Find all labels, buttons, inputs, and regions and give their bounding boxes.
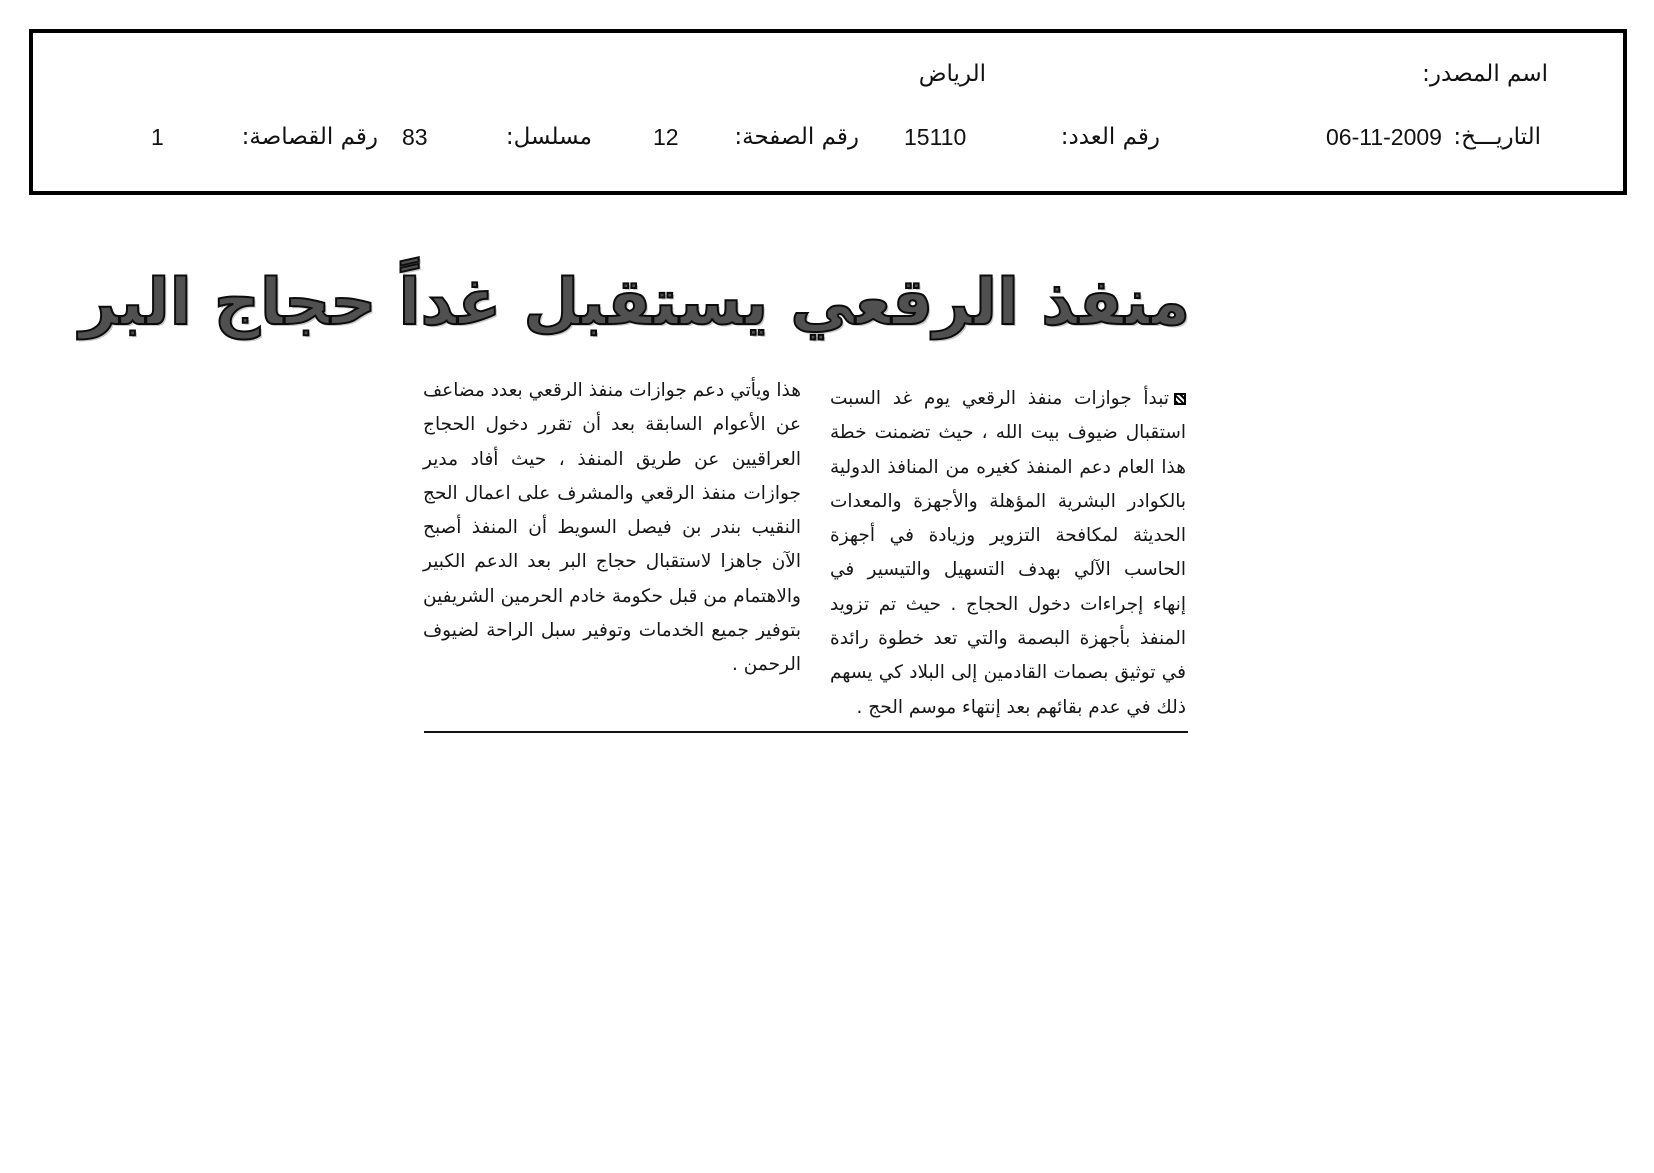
- article-column-right-text: تبدأ جوازات منفذ الرقعي يوم غد السبت استقبال ضيوف بيت الله ، حيث تضمنت خطة هذا العام دعم المنفذ كغيره من المنافذ الدولية بالكوادر البشرية المؤهلة والأجهزة والمعدات الحديثة لمكافحة التزوير وزيادة في أجهزة الحاسب الآلي بهدف التسهيل والتيسير في إنهاء إجراءات دخول الحجاج . حيث تم تزويد المنفذ بأجهزة البصمة والتي تعد خطوة رائدة في توثيق بصمات القادمين إلى البلاد كي يسهم ذلك في عدم بقائهم بعد إنتهاء موسم الحج .: [830, 388, 1186, 718]
- serial-label: مسلسل:: [505, 124, 592, 150]
- issue-value: 15110: [904, 124, 967, 150]
- clip-value: 1: [151, 124, 164, 150]
- paragraph-marker-icon: [1174, 393, 1186, 405]
- clip-label: رقم القصاصة:: [241, 124, 378, 150]
- metadata-box: [29, 29, 1627, 195]
- article-headline: منفذ الرقعي يستقبل غداً حجاج البر: [79, 266, 1190, 340]
- issue-label: رقم العدد:: [1060, 124, 1160, 150]
- article-column-left: هذا ويأتي دعم جوازات منفذ الرقعي بعدد مضاعف عن الأعوام السابقة بعد أن تقرر دخول الحجاج العراقيين عن طريق المنفذ ، حيث أفاد مدير جوازات منفذ الرقعي والمشرف على اعمال الحج النقيب بندر بن فيصل السويط أن المنفذ أصبح الآن جاهزا لاستقبال حجاج البر بعد الدعم الكبير والاهتمام من قبل حكومة خادم الحرمين الشريفين بتوفير جميع الخدمات وتوفير سبل الراحة لضيوف الرحمن .: [423, 380, 801, 676]
- serial-value: 83: [402, 124, 428, 150]
- page-label: رقم الصفحة:: [734, 124, 859, 150]
- article-bottom-rule: [424, 731, 1188, 733]
- source-label: اسم المصدر:: [1422, 61, 1548, 87]
- source-value: الرياض: [918, 61, 986, 87]
- date-label: التاريـــخ:: [1453, 124, 1541, 150]
- article-column-right: [830, 382, 1186, 725]
- page-value: 12: [653, 124, 679, 150]
- date-value: 06-11-2009: [1326, 124, 1442, 150]
